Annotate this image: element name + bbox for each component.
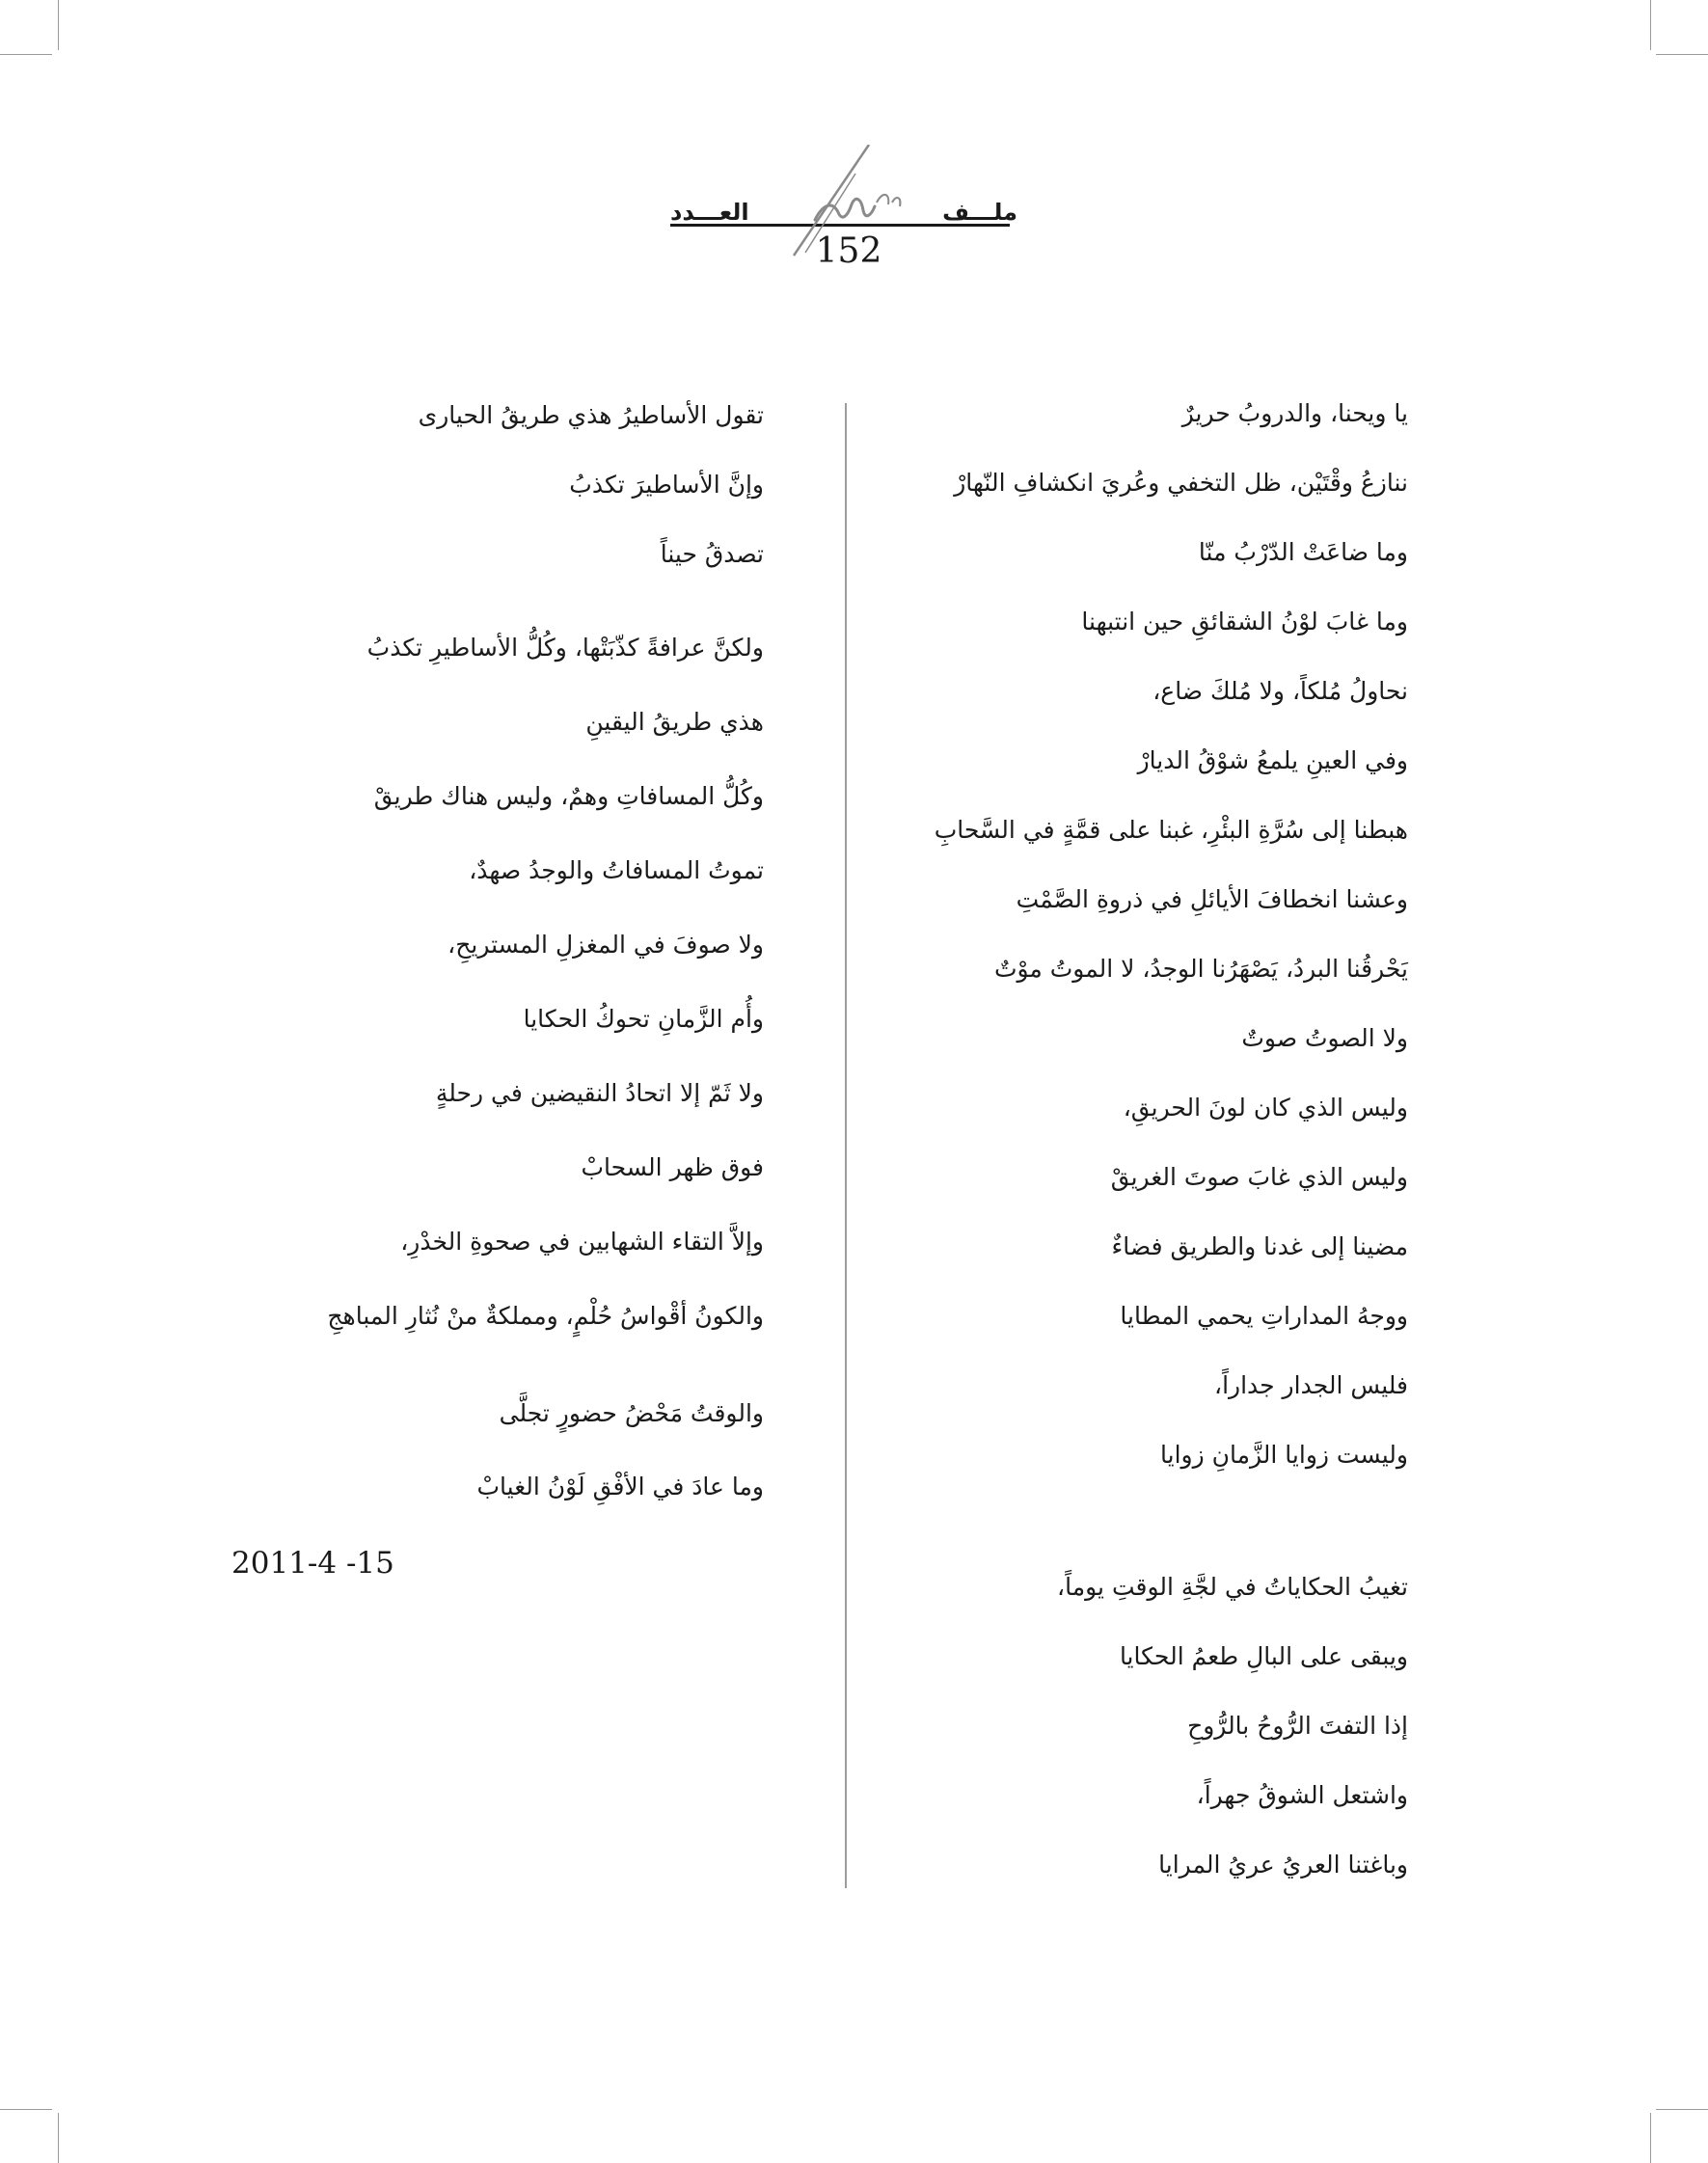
- poem-line: تصدقُ حيناً: [660, 540, 764, 568]
- crop-mark: [58, 0, 59, 50]
- poem-line: يا ويحنا، والدروبُ حريرٌ: [1181, 399, 1408, 427]
- poem-line: وليس الذي كان لونَ الحريقِ،: [1123, 1094, 1408, 1122]
- poem-line: وليس الذي غابَ صوتَ الغريقْ: [1110, 1163, 1408, 1191]
- poem-date: 2011-4 -15: [231, 1546, 394, 1581]
- poem-line: وإلاَّ التقاء الشهابين في صحوةِ الخدْرِ،: [400, 1228, 764, 1256]
- poem-line: ويبقى على البالِ طعمُ الحكايا: [1119, 1642, 1408, 1670]
- poem-line: والكونُ أقْواسُ حُلْمٍ، ومملكةٌ منْ نُثارِ المباهجِ: [327, 1302, 764, 1330]
- crop-mark: [1656, 2109, 1708, 2110]
- poem-line: ننازعُ وقْتَيْن، ظل التخفي وعُريَ انكشافِ النّهارْ: [954, 469, 1408, 497]
- poem-line: واشتعل الشوقُ جهراً،: [1196, 1781, 1408, 1809]
- poem-line: نحاولُ مُلكاً، ولا مُلكَ ضاع،: [1152, 677, 1408, 705]
- poem-line: وليست زوايا الزَّمانِ زوايا: [1160, 1441, 1408, 1469]
- poem-line: تقول الأساطيرُ هذي طريقُ الحيارى: [418, 401, 764, 429]
- crop-mark: [1650, 2113, 1651, 2163]
- crop-mark: [0, 2109, 52, 2110]
- poem-line: تموتُ المسافاتُ والوجدُ صهدٌ،: [469, 856, 764, 884]
- poem-line: وما غابَ لوْنُ الشقائقِ حين انتبهنا: [1081, 608, 1408, 635]
- poem-line: ولكنَّ عرافةً كذّبَتْها، وكُلُّ الأساطيرِ تكذبُ: [366, 634, 764, 662]
- column-divider: [845, 403, 847, 1888]
- page-number: 152: [815, 231, 882, 271]
- poem-line: مضينا إلى غدنا والطريق فضاءٌ: [1111, 1232, 1408, 1260]
- poem-line: وما ضاعَتْ الدّرْبُ منّا: [1198, 538, 1408, 566]
- poem-line: وفي العينِ يلمعُ شوْقُ الديارْ: [1137, 746, 1408, 774]
- poem-line: هبطنا إلى سُرَّةِ البئْرِ، غبنا على قمَّةٍ في السَّحابِ: [934, 816, 1408, 844]
- poem-line: إذا التفتَ الرُّوحُ بالرُّوحِ: [1187, 1712, 1408, 1740]
- header-label-file: ملـــف: [942, 199, 1017, 226]
- poem-line: وباغتنا العريُ عريُ المرايا: [1158, 1851, 1408, 1879]
- poem-line: وأُم الزَّمانِ تحوكُ الحكايا: [523, 1005, 764, 1033]
- poem-line: وعشنا انخطافَ الأيائلِ في ذروةِ الصَّمْتِ: [1016, 885, 1408, 913]
- poem-line: ولا ثَمّ إلا اتحادُ النقيضين في رحلةٍ: [435, 1079, 764, 1107]
- crop-mark: [1656, 54, 1708, 55]
- poem-line: تغيبُ الحكاياتُ في لجَّةِ الوقتِ يوماً،: [1057, 1573, 1408, 1601]
- crop-mark: [0, 54, 52, 55]
- poem-line: ولا صوفَ في المغزلِ المستريحِ،: [447, 931, 764, 959]
- poem-line: ولا الصوتُ صوتٌ: [1241, 1024, 1408, 1052]
- poem-line: وكُلُّ المسافاتِ وهمٌ، وليس هناك طريقْ: [373, 782, 764, 810]
- poem-line: فليس الجدار جداراً،: [1214, 1371, 1408, 1399]
- crop-mark: [1650, 0, 1651, 50]
- poem-line: فوق ظهر السحابْ: [581, 1153, 764, 1181]
- poem-line: يَحْرقُنا البردُ، يَصْهَرُنا الوجدُ، لا الموتُ موْتٌ: [993, 955, 1408, 983]
- poem-line: هذي طريقُ اليقينِ: [585, 708, 764, 736]
- crop-mark: [58, 2113, 59, 2163]
- header-label-issue: العـــدد: [670, 199, 749, 226]
- poem-line: والوقتُ مَحْضُ حضورٍ تجلَّى: [499, 1399, 764, 1427]
- poem-line: وإنَّ الأساطيرَ تكذبُ: [569, 471, 764, 499]
- poem-line: ووجهُ المداراتِ يحمي المطايا: [1120, 1302, 1408, 1330]
- poem-line: وما عادَ في الأفْقِ لَوْنُ الغيابْ: [476, 1473, 764, 1501]
